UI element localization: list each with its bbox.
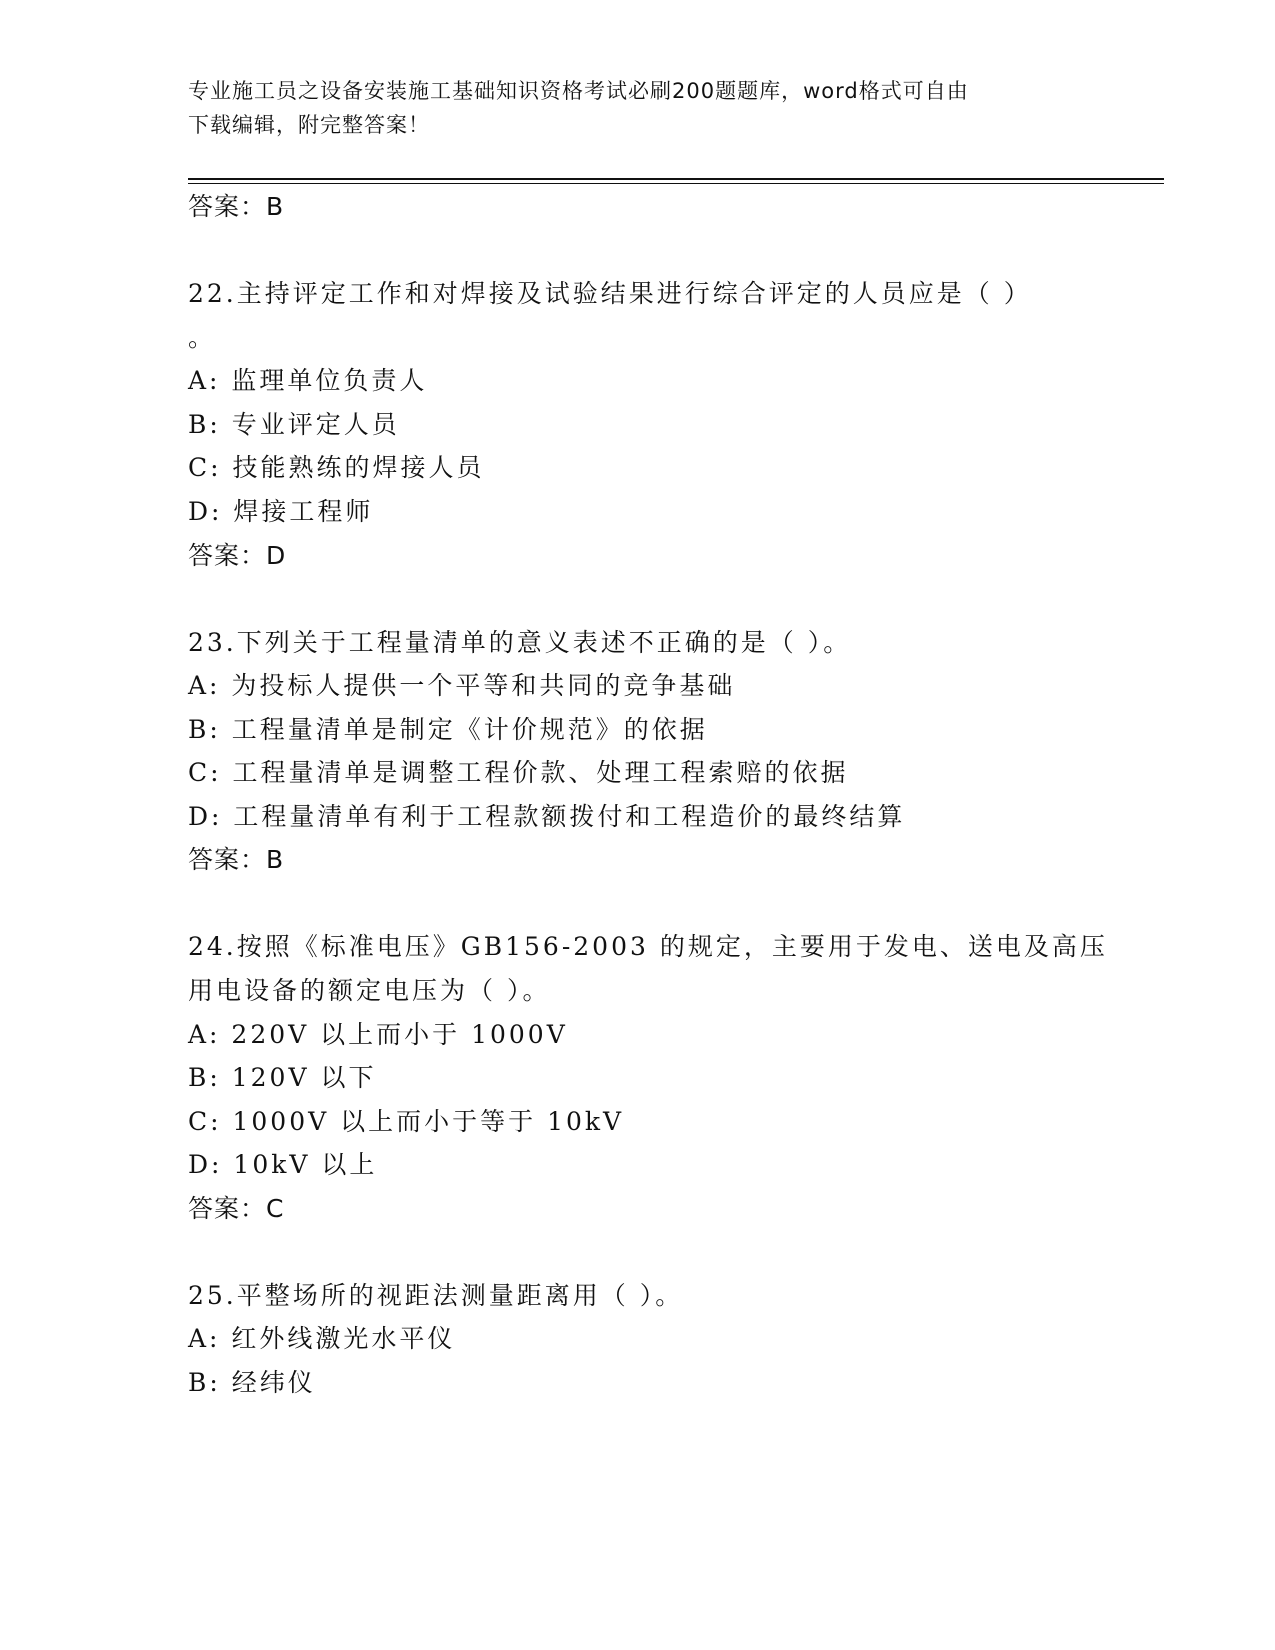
header-line-1: 专业施工员之设备安装施工基础知识资格考试必刷200题题库，word格式可自由 <box>188 79 969 103</box>
question-22-tail: 。 <box>188 323 217 352</box>
question-23: 23.下列关于工程量清单的意义表述不正确的是（ ）。 <box>188 628 852 657</box>
option-a: A: 为投标人提供一个平等和共同的竞争基础 <box>188 671 736 700</box>
answer-line: 答案：B <box>188 192 285 221</box>
answer-line: 答案：C <box>188 1194 285 1223</box>
question-22: 22.主持评定工作和对焊接及试验结果进行综合评定的人员应是（ ） <box>188 279 1032 308</box>
option-b: B: 专业评定人员 <box>188 410 400 439</box>
answer-line: 答案：B <box>188 845 285 874</box>
option-c: C: 1000V 以上而小于等于 10kV <box>188 1107 625 1136</box>
option-d: D: 工程量清单有利于工程款额拨付和工程造价的最终结算 <box>188 802 906 831</box>
document-header <box>188 74 1068 142</box>
option-c: C: 技能熟练的焊接人员 <box>188 453 485 482</box>
option-a: A: 220V 以上而小于 1000V <box>188 1020 568 1049</box>
question-24-cont: 用电设备的额定电压为（ ）。 <box>188 976 551 1005</box>
question-24: 24.按照《标准电压》GB156-2003 的规定，主要用于发电、送电及高压 <box>188 932 1108 961</box>
option-d: D: 10kV 以上 <box>188 1150 378 1179</box>
answer-line: 答案：D <box>188 541 287 570</box>
question-25: 25.平整场所的视距法测量距离用（ ）。 <box>188 1281 684 1310</box>
option-b: B: 120V 以下 <box>188 1063 377 1092</box>
option-d: D: 焊接工程师 <box>188 497 374 526</box>
option-a: A: 红外线激光水平仪 <box>188 1324 456 1353</box>
header-divider-thin <box>188 183 1164 184</box>
option-c: C: 工程量清单是调整工程价款、处理工程索赔的依据 <box>188 758 849 787</box>
option-b: B: 经纬仪 <box>188 1368 316 1397</box>
option-b: B: 工程量清单是制定《计价规范》的依据 <box>188 715 708 744</box>
option-a: A: 监理单位负责人 <box>188 366 428 395</box>
header-divider-thick <box>188 178 1164 180</box>
header-line-2: 下载编辑，附完整答案！ <box>188 113 430 137</box>
